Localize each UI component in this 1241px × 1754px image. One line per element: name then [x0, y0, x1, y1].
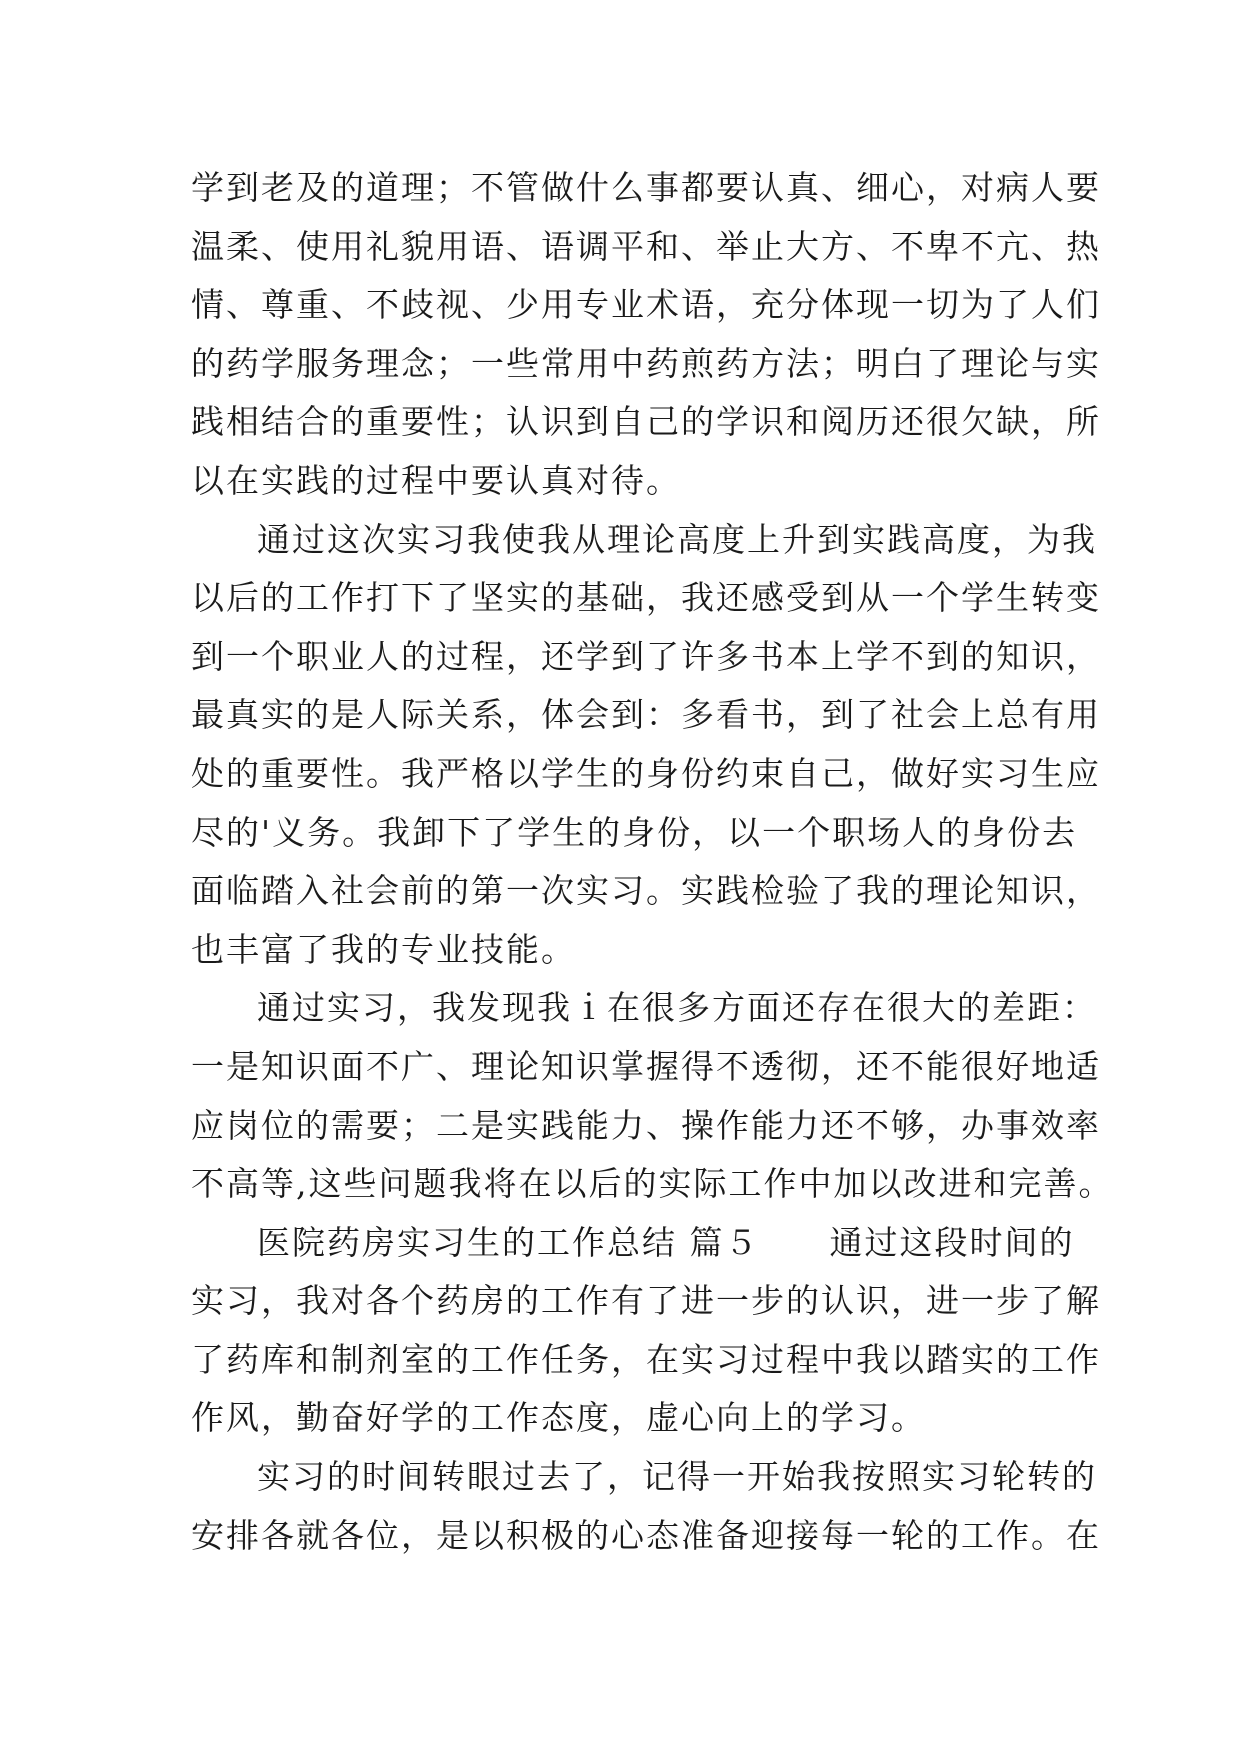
text-line: 安排各就各位，是以积极的心态准备迎接每一轮的工作。在	[191, 1515, 1101, 1555]
body-text	[191, 159, 1114, 1565]
text-line: 温柔、使用礼貌用语、语调平和、举止大方、不卑不亢、热	[191, 226, 1101, 266]
text-line: 到一个职业人的过程，还学到了许多书本上学不到的知识，	[191, 636, 1101, 676]
text-line: 也丰富了我的专业技能。	[191, 929, 576, 969]
text-line: 最真实的是人际关系，体会到：多看书，到了社会上总有用	[191, 695, 1101, 735]
text-line: 通过这次实习我使我从理论高度上升到实践高度，为我	[257, 519, 1097, 559]
text-line: 通过实习，我发现我ｉ在很多方面还存在很大的差距：	[257, 988, 1097, 1028]
text-line: 处的重要性。我严格以学生的身份约束自己，做好实习生应	[191, 753, 1101, 793]
text-line: 以在实践的过程中要认真对待。	[191, 460, 681, 500]
text-line: 情、尊重、不歧视、少用专业术语，充分体现一切为了人们	[191, 285, 1101, 325]
text-line: 应岗位的需要；二是实践能力、操作能力还不够，办事效率	[191, 1105, 1101, 1145]
text-line: 一是知识面不广、理论知识掌握得不透彻，还不能很好地适	[191, 1046, 1101, 1086]
text-line: 面临踏入社会前的第一次实习。实践检验了我的理论知识，	[191, 871, 1101, 911]
text-line: 了药库和制剂室的工作任务，在实习过程中我以踏实的工作	[191, 1339, 1101, 1379]
text-line: 践相结合的重要性；认识到自己的学识和阅历还很欠缺，所	[191, 402, 1101, 442]
text-line: 尽的'义务。我卸下了学生的身份，以一个职场人的身份去	[191, 812, 1078, 852]
text-line: 医院药房实习生的工作总结 篇５ 通过这段时间的	[257, 1222, 1075, 1262]
text-line: 以后的工作打下了坚实的基础，我还感受到从一个学生转变	[191, 578, 1101, 618]
text-line: 实习，我对各个药房的工作有了进一步的认识，进一步了解	[191, 1281, 1101, 1321]
text-line: 的药学服务理念；一些常用中药煎药方法；明白了理论与实	[191, 343, 1101, 383]
text-line: 实习的时间转眼过去了，记得一开始我按照实习轮转的	[257, 1457, 1097, 1497]
text-line: 作风，勤奋好学的工作态度，虚心向上的学习。	[191, 1398, 926, 1438]
text-line: 不高等,这些问题我将在以后的实际工作中加以改进和完善。	[191, 1164, 1114, 1204]
text-line: 学到老及的道理；不管做什么事都要认真、细心，对病人要	[191, 168, 1101, 207]
